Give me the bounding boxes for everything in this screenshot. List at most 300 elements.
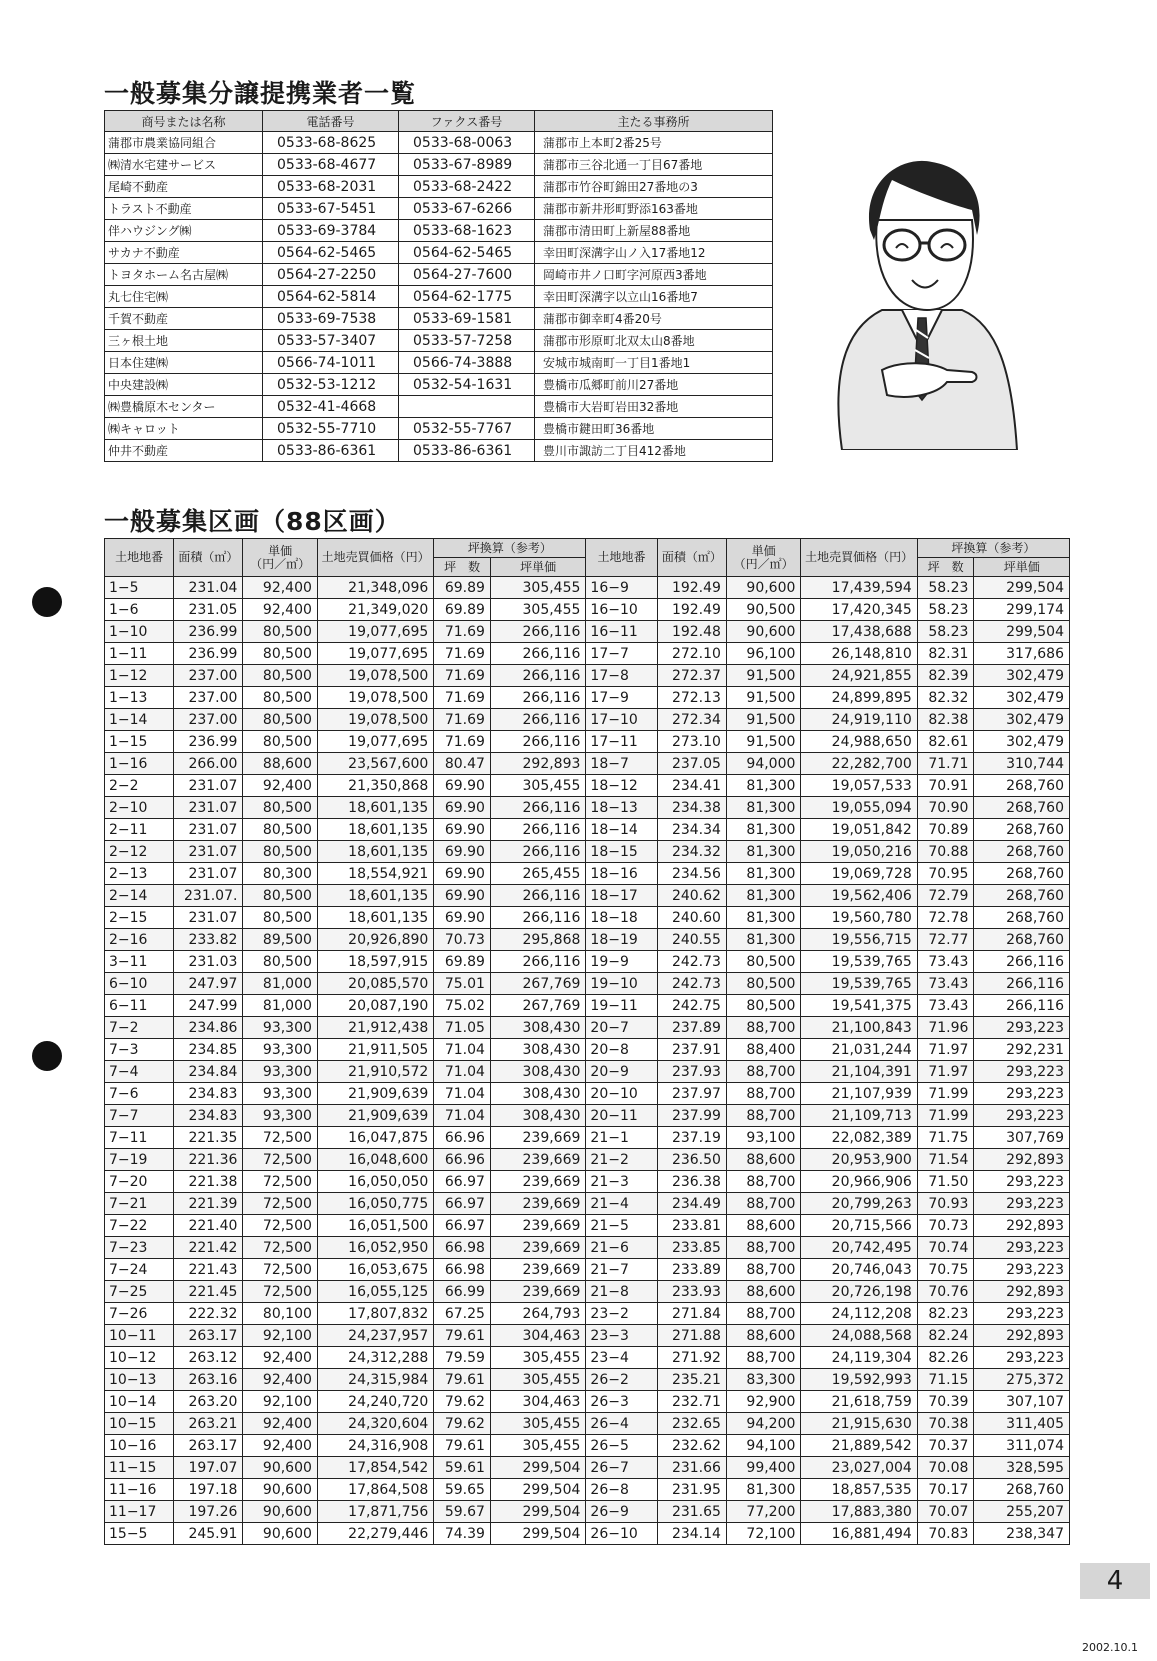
vendor-fax: 0532-54-1631 bbox=[399, 374, 535, 396]
lot-number: 6−11 bbox=[105, 995, 174, 1017]
lot-tsubo-count: 71.05 bbox=[434, 1017, 491, 1039]
lot-price: 19,078,500 bbox=[317, 665, 433, 687]
lot-area: 234.86 bbox=[174, 1017, 243, 1039]
lot-unit-price: 80,500 bbox=[726, 973, 800, 995]
lot-area: 263.21 bbox=[174, 1413, 243, 1435]
lot-tsubo-price: 299,504 bbox=[974, 621, 1070, 643]
lot-price: 21,909,639 bbox=[317, 1083, 433, 1105]
lot-area: 197.07 bbox=[174, 1457, 243, 1479]
lot-tsubo-price: 268,760 bbox=[974, 885, 1070, 907]
lot-tsubo-price: 266,116 bbox=[490, 907, 585, 929]
lot-area: 234.84 bbox=[174, 1061, 243, 1083]
lot-tsubo-price: 293,223 bbox=[974, 1303, 1070, 1325]
lot-number: 19−9 bbox=[586, 951, 657, 973]
lot-tsubo-count: 70.17 bbox=[917, 1479, 974, 1501]
vendor-row bbox=[105, 374, 773, 396]
lot-number: 10−14 bbox=[105, 1391, 174, 1413]
lot-tsubo-count: 82.38 bbox=[917, 709, 974, 731]
lot-tsubo-price: 267,769 bbox=[490, 995, 585, 1017]
lot-tsubo-price: 328,595 bbox=[974, 1457, 1070, 1479]
lot-price: 20,746,043 bbox=[801, 1259, 917, 1281]
lot-unit-price: 88,700 bbox=[726, 1017, 800, 1039]
lot-number: 10−15 bbox=[105, 1413, 174, 1435]
vendor-phone: 0564-62-5465 bbox=[263, 242, 399, 264]
vendor-office: 蒲郡市新井形町野添163番地 bbox=[535, 198, 773, 220]
lot-price: 16,051,500 bbox=[317, 1215, 433, 1237]
lot-tsubo-count: 69.90 bbox=[434, 841, 491, 863]
lot-tsubo-price: 305,455 bbox=[490, 599, 585, 621]
vendor-office: 蒲郡市形原町北双太山8番地 bbox=[535, 330, 773, 352]
lot-number: 21−1 bbox=[586, 1127, 657, 1149]
lot-tsubo-price: 292,893 bbox=[974, 1149, 1070, 1171]
lot-area: 272.34 bbox=[657, 709, 726, 731]
lot-price: 19,541,375 bbox=[801, 995, 917, 1017]
lot-tsubo-price: 305,455 bbox=[490, 1413, 585, 1435]
lot-row bbox=[105, 643, 1070, 665]
vendor-fax: 0533-67-8989 bbox=[399, 154, 535, 176]
header-fax: ファクス番号 bbox=[399, 111, 535, 132]
header-lot: 土地地番 bbox=[586, 539, 657, 577]
lot-number: 7−23 bbox=[105, 1237, 174, 1259]
lot-area: 231.65 bbox=[657, 1501, 726, 1523]
lot-area: 231.05 bbox=[174, 599, 243, 621]
lot-tsubo-price: 292,231 bbox=[974, 1039, 1070, 1061]
lot-tsubo-price: 266,116 bbox=[974, 995, 1070, 1017]
vendor-phone: 0566-74-1011 bbox=[263, 352, 399, 374]
vendor-name: 蒲郡市農業協同組合 bbox=[105, 132, 263, 154]
lot-price: 16,050,050 bbox=[317, 1171, 433, 1193]
lot-row bbox=[105, 1501, 1070, 1523]
lot-list-title: 一般募集区画（88区画） bbox=[104, 507, 401, 536]
lot-row bbox=[105, 731, 1070, 753]
vendor-name: 千賀不動産 bbox=[105, 308, 263, 330]
lot-area: 263.17 bbox=[174, 1325, 243, 1347]
vendor-office: 豊川市諏訪二丁目412番地 bbox=[535, 440, 773, 462]
lot-tsubo-count: 79.61 bbox=[434, 1435, 491, 1457]
lot-number: 26−4 bbox=[586, 1413, 657, 1435]
lot-price: 26,148,810 bbox=[801, 643, 917, 665]
lot-price: 19,078,500 bbox=[317, 687, 433, 709]
lot-unit-price: 92,100 bbox=[243, 1325, 317, 1347]
lot-tsubo-price: 266,116 bbox=[490, 709, 585, 731]
lot-unit-price: 72,500 bbox=[243, 1149, 317, 1171]
lot-unit-price: 88,600 bbox=[726, 1281, 800, 1303]
lot-area: 235.21 bbox=[657, 1369, 726, 1391]
lot-tsubo-count: 79.59 bbox=[434, 1347, 491, 1369]
lot-tsubo-price: 266,116 bbox=[490, 731, 585, 753]
lot-tsubo-count: 71.69 bbox=[434, 687, 491, 709]
lot-tsubo-count: 71.50 bbox=[917, 1171, 974, 1193]
lot-tsubo-price: 239,669 bbox=[490, 1193, 585, 1215]
lot-price: 19,539,765 bbox=[801, 973, 917, 995]
lot-number: 20−9 bbox=[586, 1061, 657, 1083]
lot-number: 2−10 bbox=[105, 797, 174, 819]
lot-unit-price: 92,400 bbox=[243, 577, 317, 599]
vendor-row bbox=[105, 198, 773, 220]
lot-tsubo-count: 73.43 bbox=[917, 951, 974, 973]
lot-tsubo-price: 239,669 bbox=[490, 1259, 585, 1281]
lot-tsubo-count: 59.65 bbox=[434, 1479, 491, 1501]
lot-tsubo-price: 317,686 bbox=[974, 643, 1070, 665]
vendor-office: 豊橋市鍵田町36番地 bbox=[535, 418, 773, 440]
lot-price: 19,560,780 bbox=[801, 907, 917, 929]
header-office: 主たる事務所 bbox=[535, 111, 773, 132]
lot-area: 197.18 bbox=[174, 1479, 243, 1501]
lot-number: 18−14 bbox=[586, 819, 657, 841]
lot-row bbox=[105, 1237, 1070, 1259]
vendor-fax: 0533-68-1623 bbox=[399, 220, 535, 242]
vendor-office: 岡崎市井ノ口町字河原西3番地 bbox=[535, 264, 773, 286]
vendor-office: 豊橋市大岩町岩田32番地 bbox=[535, 396, 773, 418]
lot-row bbox=[105, 665, 1070, 687]
lot-number: 1−15 bbox=[105, 731, 174, 753]
lot-tsubo-price: 268,760 bbox=[974, 907, 1070, 929]
vendor-row bbox=[105, 352, 773, 374]
lot-number: 2−14 bbox=[105, 885, 174, 907]
lot-area: 221.38 bbox=[174, 1171, 243, 1193]
vendor-office: 幸田町深溝字山ノ入17番地12 bbox=[535, 242, 773, 264]
vendor-office: 蒲郡市清田町上新屋88番地 bbox=[535, 220, 773, 242]
lot-unit-price: 80,300 bbox=[243, 863, 317, 885]
lot-row bbox=[105, 995, 1070, 1017]
vendor-name: 伴ハウジング㈱ bbox=[105, 220, 263, 242]
lot-area: 232.65 bbox=[657, 1413, 726, 1435]
lot-row bbox=[105, 1017, 1070, 1039]
lot-tsubo-price: 292,893 bbox=[490, 753, 585, 775]
lot-number: 7−22 bbox=[105, 1215, 174, 1237]
page-number: 4 bbox=[1080, 1563, 1150, 1599]
lot-unit-price: 93,100 bbox=[726, 1127, 800, 1149]
lot-row bbox=[105, 951, 1070, 973]
lot-tsubo-price: 239,669 bbox=[490, 1237, 585, 1259]
lot-number: 2−16 bbox=[105, 929, 174, 951]
lot-price: 20,085,570 bbox=[317, 973, 433, 995]
vendor-name: 日本住建㈱ bbox=[105, 352, 263, 374]
lot-price: 19,562,406 bbox=[801, 885, 917, 907]
lot-number: 7−7 bbox=[105, 1105, 174, 1127]
lot-tsubo-count: 70.38 bbox=[917, 1413, 974, 1435]
vendor-name: トヨタホーム名古屋㈱ bbox=[105, 264, 263, 286]
lot-tsubo-count: 66.96 bbox=[434, 1149, 491, 1171]
lot-tsubo-price: 266,116 bbox=[490, 819, 585, 841]
lot-tsubo-count: 69.90 bbox=[434, 885, 491, 907]
lot-unit-price: 81,300 bbox=[726, 863, 800, 885]
lot-unit-price: 81,300 bbox=[726, 775, 800, 797]
lot-tsubo-price: 293,223 bbox=[974, 1061, 1070, 1083]
lot-tsubo-price: 292,893 bbox=[974, 1281, 1070, 1303]
vendor-phone: 0564-27-2250 bbox=[263, 264, 399, 286]
lot-row bbox=[105, 1127, 1070, 1149]
lot-price: 16,881,494 bbox=[801, 1523, 917, 1545]
lot-unit-price: 81,300 bbox=[726, 1479, 800, 1501]
lot-unit-price: 91,500 bbox=[726, 731, 800, 753]
lot-price: 19,055,094 bbox=[801, 797, 917, 819]
lot-area: 233.82 bbox=[174, 929, 243, 951]
lot-price: 21,912,438 bbox=[317, 1017, 433, 1039]
lot-price: 18,601,135 bbox=[317, 819, 433, 841]
lot-area: 271.84 bbox=[657, 1303, 726, 1325]
lot-area: 237.89 bbox=[657, 1017, 726, 1039]
lot-tsubo-price: 238,347 bbox=[974, 1523, 1070, 1545]
lot-area: 232.62 bbox=[657, 1435, 726, 1457]
lot-unit-price: 72,500 bbox=[243, 1281, 317, 1303]
lot-tsubo-price: 292,893 bbox=[974, 1325, 1070, 1347]
lot-price: 20,726,198 bbox=[801, 1281, 917, 1303]
lot-price: 19,077,695 bbox=[317, 621, 433, 643]
lot-area: 231.07 bbox=[174, 775, 243, 797]
vendor-phone: 0564-62-5814 bbox=[263, 286, 399, 308]
lot-area: 234.34 bbox=[657, 819, 726, 841]
lot-tsubo-price: 305,455 bbox=[490, 577, 585, 599]
lot-area: 222.32 bbox=[174, 1303, 243, 1325]
lot-number: 26−7 bbox=[586, 1457, 657, 1479]
lot-area: 231.66 bbox=[657, 1457, 726, 1479]
lot-area: 221.39 bbox=[174, 1193, 243, 1215]
lot-tsubo-count: 79.61 bbox=[434, 1325, 491, 1347]
lot-tsubo-price: 292,893 bbox=[974, 1215, 1070, 1237]
lot-number: 7−3 bbox=[105, 1039, 174, 1061]
lot-tsubo-count: 59.61 bbox=[434, 1457, 491, 1479]
lot-price: 19,051,842 bbox=[801, 819, 917, 841]
lot-tsubo-price: 311,405 bbox=[974, 1413, 1070, 1435]
lot-area: 231.03 bbox=[174, 951, 243, 973]
lot-area: 245.91 bbox=[174, 1523, 243, 1545]
lot-row bbox=[105, 1105, 1070, 1127]
lot-number: 18−18 bbox=[586, 907, 657, 929]
lot-number: 17−11 bbox=[586, 731, 657, 753]
lot-price: 19,078,500 bbox=[317, 709, 433, 731]
lot-unit-price: 88,700 bbox=[726, 1259, 800, 1281]
lot-unit-price: 88,700 bbox=[726, 1061, 800, 1083]
lot-number: 21−8 bbox=[586, 1281, 657, 1303]
lot-row bbox=[105, 709, 1070, 731]
vendor-office: 蒲郡市御幸町4番20号 bbox=[535, 308, 773, 330]
lot-unit-price: 88,700 bbox=[726, 1237, 800, 1259]
lot-tsubo-price: 268,760 bbox=[974, 929, 1070, 951]
lot-price: 24,112,208 bbox=[801, 1303, 917, 1325]
lot-unit-price: 80,500 bbox=[726, 951, 800, 973]
lot-number: 15−5 bbox=[105, 1523, 174, 1545]
lot-tsubo-count: 71.99 bbox=[917, 1083, 974, 1105]
lot-unit-price: 88,700 bbox=[726, 1303, 800, 1325]
lot-number: 7−6 bbox=[105, 1083, 174, 1105]
lot-tsubo-price: 293,223 bbox=[974, 1259, 1070, 1281]
lot-price: 16,047,875 bbox=[317, 1127, 433, 1149]
vendor-office: 安城市城南町一丁目1番地1 bbox=[535, 352, 773, 374]
lot-tsubo-count: 70.37 bbox=[917, 1435, 974, 1457]
lot-row bbox=[105, 863, 1070, 885]
lot-tsubo-count: 70.75 bbox=[917, 1259, 974, 1281]
vendor-fax: 0533-69-1581 bbox=[399, 308, 535, 330]
vendor-phone: 0533-67-5451 bbox=[263, 198, 399, 220]
lot-row bbox=[105, 797, 1070, 819]
lot-tsubo-count: 71.04 bbox=[434, 1083, 491, 1105]
lot-price: 23,027,004 bbox=[801, 1457, 917, 1479]
lot-price: 24,315,984 bbox=[317, 1369, 433, 1391]
lot-tsubo-price: 266,116 bbox=[490, 841, 585, 863]
lot-number: 11−17 bbox=[105, 1501, 174, 1523]
lot-tsubo-count: 72.79 bbox=[917, 885, 974, 907]
lot-tsubo-price: 239,669 bbox=[490, 1281, 585, 1303]
lot-tsubo-count: 71.75 bbox=[917, 1127, 974, 1149]
lot-number: 26−5 bbox=[586, 1435, 657, 1457]
lot-price: 20,953,900 bbox=[801, 1149, 917, 1171]
lot-price: 18,601,135 bbox=[317, 797, 433, 819]
lot-unit-price: 83,300 bbox=[726, 1369, 800, 1391]
header-tsubo-group: 坪換算（参考） bbox=[917, 539, 1069, 558]
lot-price: 19,539,765 bbox=[801, 951, 917, 973]
lot-unit-price: 80,100 bbox=[243, 1303, 317, 1325]
lot-area: 221.35 bbox=[174, 1127, 243, 1149]
lot-tsubo-count: 58.23 bbox=[917, 621, 974, 643]
lot-tsubo-count: 69.90 bbox=[434, 797, 491, 819]
lot-number: 18−15 bbox=[586, 841, 657, 863]
lot-area: 272.37 bbox=[657, 665, 726, 687]
lot-number: 20−11 bbox=[586, 1105, 657, 1127]
lot-tsubo-count: 71.69 bbox=[434, 621, 491, 643]
lot-number: 26−8 bbox=[586, 1479, 657, 1501]
lot-price: 21,909,639 bbox=[317, 1105, 433, 1127]
header-phone: 電話番号 bbox=[263, 111, 399, 132]
lot-tsubo-price: 293,223 bbox=[974, 1171, 1070, 1193]
lot-unit-price: 81,000 bbox=[243, 995, 317, 1017]
lot-price: 20,926,890 bbox=[317, 929, 433, 951]
lot-area: 237.93 bbox=[657, 1061, 726, 1083]
lot-number: 23−3 bbox=[586, 1325, 657, 1347]
lot-price: 18,554,921 bbox=[317, 863, 433, 885]
lot-number: 18−13 bbox=[586, 797, 657, 819]
lot-unit-price: 88,600 bbox=[243, 753, 317, 775]
lot-tsubo-count: 70.39 bbox=[917, 1391, 974, 1413]
lot-tsubo-price: 268,760 bbox=[974, 775, 1070, 797]
lot-tsubo-count: 69.90 bbox=[434, 907, 491, 929]
lot-row bbox=[105, 1193, 1070, 1215]
lot-number: 17−8 bbox=[586, 665, 657, 687]
lot-tsubo-price: 308,430 bbox=[490, 1017, 585, 1039]
lot-unit-price: 80,500 bbox=[243, 841, 317, 863]
vendor-row bbox=[105, 308, 773, 330]
lot-tsubo-count: 71.15 bbox=[917, 1369, 974, 1391]
lot-tsubo-price: 299,504 bbox=[490, 1501, 585, 1523]
lot-unit-price: 72,500 bbox=[243, 1193, 317, 1215]
vendor-phone: 0532-55-7710 bbox=[263, 418, 399, 440]
lot-area: 242.75 bbox=[657, 995, 726, 1017]
lot-unit-price: 92,400 bbox=[243, 1413, 317, 1435]
lot-tsubo-count: 69.89 bbox=[434, 951, 491, 973]
lot-tsubo-count: 71.97 bbox=[917, 1039, 974, 1061]
lot-number: 1−16 bbox=[105, 753, 174, 775]
lot-tsubo-price: 266,116 bbox=[490, 885, 585, 907]
lot-price: 17,854,542 bbox=[317, 1457, 433, 1479]
lot-row bbox=[105, 1259, 1070, 1281]
lot-number: 23−2 bbox=[586, 1303, 657, 1325]
lot-unit-price: 80,500 bbox=[243, 907, 317, 929]
lot-unit-price: 81,300 bbox=[726, 929, 800, 951]
lot-row bbox=[105, 1391, 1070, 1413]
lot-unit-price: 81,000 bbox=[243, 973, 317, 995]
lot-unit-price: 91,500 bbox=[726, 665, 800, 687]
lot-area: 247.99 bbox=[174, 995, 243, 1017]
lot-tsubo-price: 305,455 bbox=[490, 1369, 585, 1391]
header-unit-price: 単価 （円／㎡） bbox=[726, 539, 800, 577]
lot-price: 24,899,895 bbox=[801, 687, 917, 709]
lot-unit-price: 88,700 bbox=[726, 1171, 800, 1193]
lot-area: 240.62 bbox=[657, 885, 726, 907]
lot-area: 236.38 bbox=[657, 1171, 726, 1193]
lot-tsubo-count: 66.97 bbox=[434, 1171, 491, 1193]
lot-tsubo-count: 71.04 bbox=[434, 1061, 491, 1083]
lot-area: 266.00 bbox=[174, 753, 243, 775]
lot-tsubo-count: 70.08 bbox=[917, 1457, 974, 1479]
lot-price: 20,087,190 bbox=[317, 995, 433, 1017]
vendor-row bbox=[105, 132, 773, 154]
lot-area: 231.07 bbox=[174, 907, 243, 929]
lot-number: 10−13 bbox=[105, 1369, 174, 1391]
lot-area: 234.41 bbox=[657, 775, 726, 797]
lot-area: 192.48 bbox=[657, 621, 726, 643]
lot-row bbox=[105, 1303, 1070, 1325]
lot-area: 237.05 bbox=[657, 753, 726, 775]
lot-unit-price: 94,100 bbox=[726, 1435, 800, 1457]
lot-price: 24,312,288 bbox=[317, 1347, 433, 1369]
lot-unit-price: 90,600 bbox=[243, 1457, 317, 1479]
lot-area: 233.81 bbox=[657, 1215, 726, 1237]
lot-number: 2−13 bbox=[105, 863, 174, 885]
lot-unit-price: 93,300 bbox=[243, 1039, 317, 1061]
lot-tsubo-price: 293,223 bbox=[974, 1193, 1070, 1215]
lot-tsubo-price: 299,174 bbox=[974, 599, 1070, 621]
lot-area: 237.97 bbox=[657, 1083, 726, 1105]
lot-tsubo-count: 66.97 bbox=[434, 1193, 491, 1215]
lot-number: 1−13 bbox=[105, 687, 174, 709]
vendor-name: 三ヶ根土地 bbox=[105, 330, 263, 352]
lot-number: 21−6 bbox=[586, 1237, 657, 1259]
lot-tsubo-price: 310,744 bbox=[974, 753, 1070, 775]
header-area: 面積（㎡） bbox=[657, 539, 726, 577]
lot-row bbox=[105, 1457, 1070, 1479]
lot-price: 24,237,957 bbox=[317, 1325, 433, 1347]
lot-row bbox=[105, 1171, 1070, 1193]
lot-tsubo-price: 304,463 bbox=[490, 1391, 585, 1413]
lot-tsubo-count: 72.77 bbox=[917, 929, 974, 951]
lot-tsubo-price: 266,116 bbox=[490, 621, 585, 643]
lot-tsubo-price: 239,669 bbox=[490, 1215, 585, 1237]
lot-tsubo-count: 70.73 bbox=[917, 1215, 974, 1237]
vendor-row bbox=[105, 440, 773, 462]
lot-unit-price: 93,300 bbox=[243, 1061, 317, 1083]
lot-row bbox=[105, 1281, 1070, 1303]
lot-price: 20,799,263 bbox=[801, 1193, 917, 1215]
vendor-office: 蒲郡市三谷北通一丁目67番地 bbox=[535, 154, 773, 176]
lot-unit-price: 81,300 bbox=[726, 907, 800, 929]
lot-tsubo-price: 293,223 bbox=[974, 1083, 1070, 1105]
lot-price: 17,438,688 bbox=[801, 621, 917, 643]
lot-unit-price: 92,400 bbox=[243, 775, 317, 797]
lot-row bbox=[105, 599, 1070, 621]
header-tsubo-count: 坪 数 bbox=[917, 558, 974, 577]
lot-number: 20−10 bbox=[586, 1083, 657, 1105]
lot-tsubo-price: 302,479 bbox=[974, 709, 1070, 731]
lot-number: 16−9 bbox=[586, 577, 657, 599]
lot-number: 20−7 bbox=[586, 1017, 657, 1039]
lot-unit-price: 88,600 bbox=[726, 1215, 800, 1237]
lot-number: 6−10 bbox=[105, 973, 174, 995]
lot-number: 3−11 bbox=[105, 951, 174, 973]
lot-tsubo-price: 293,223 bbox=[974, 1105, 1070, 1127]
lot-price: 21,104,391 bbox=[801, 1061, 917, 1083]
lot-price: 24,119,304 bbox=[801, 1347, 917, 1369]
lot-price: 20,715,566 bbox=[801, 1215, 917, 1237]
